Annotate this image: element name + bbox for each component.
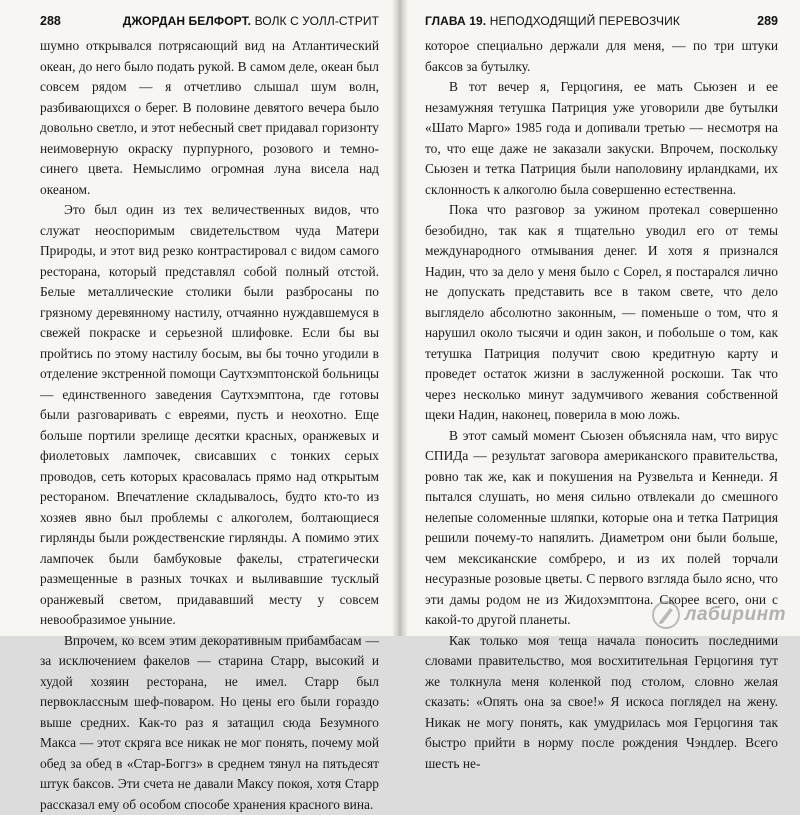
left-page (0, 0, 395, 636)
watermark-text: лабиринт (685, 604, 786, 626)
right-header-title (425, 14, 680, 28)
left-running-head (40, 14, 379, 28)
right-page-text (425, 36, 778, 774)
paragraph: которое специально держали для меня, — по три штуки баксов за бутылку. (425, 36, 778, 77)
page-number-left: 288 (40, 14, 61, 28)
right-running-head (425, 14, 778, 28)
paragraph: Это был один из тех величественных видов, что служат неоспоримым свидетельством чуда Матери Природы, и этот вид резко контрастировал с видом самого ресторана, который представлял собой полный отстой. Белые металлические столики были разбросаны по грязному деревянному настилу, отчаянно нуждавшемуся в свежей покраске и серьезной шлифовке. Если бы вы пройтись по этому настилу босым, вы бы точно угодили в отделение экстренной помощи Саутхэмптонской больницы — единственного заведения Саутхэмптона, где готовы были разговаривать с евреями, пусть и неохотно. Еще больше портили зрелище десятки красных, оранжевых и фиолетовых лампочек, свисавших с тонких серых проводов, сеть которых красовалась прямо над открытым рестораном. Впечатление складывалось, будто кто-то из хозяев явно был проблемы с алкоголем, болтающиеся гирлянды были рождественские гирлянды. А помимо этих лампочек были бамбуковые факелы, стратегически размещенные в разных точках и выливавшие тусклый оранжевый светом, придававший месту у совсем невообразимое уныние. (40, 200, 379, 631)
header-chapter: ГЛАВА 19. (425, 14, 486, 28)
header-book-title: ВОЛК С УОЛЛ-СТРИТ (255, 14, 379, 28)
right-page (405, 0, 800, 636)
pencil-icon (651, 600, 681, 630)
header-chapter-title: НЕПОДХОДЯЩИЙ ПЕРЕВОЗЧИК (490, 14, 680, 28)
left-page-text (40, 36, 379, 815)
paragraph: Пока что разговор за ужином протекал совершенно безобидно, так как я тщательно уводил его от темы международного отмывания денег. И хотя я признался Надин, что за дело у меня было с Сорел, я постарался лично не допускать представить все в таком свете, что дело выглядело абсолютно законным, — поменьше о том, что я нарушил около тысячи и один закон, и побольше о том, как тетушка Патриция получит свою кредитную карту и проведет остаток жизни в заслуженной роскоши. Так что через несколько минут задумчивого жевания собственной щеки Надин, наконец, поверила в мою ложь. (425, 200, 778, 426)
header-author: ДЖОРДАН БЕЛФОРТ. (123, 14, 251, 28)
left-header-title (123, 14, 379, 28)
paragraph: шумно открывался потрясающий вид на Атлантический океан, до него было подать рукой. В самом деле, океан был совсем рядом — я отчетливо слышал шум волн, разбивающихся о берег. В половине девятого вечера было довольно светло, и этот небесный свет придавал горизонту неимоверную окраску пурпурного, розового и темно-синего цвета. Немыслимо огромная луна висела над океаном. (40, 36, 379, 200)
paragraph: Впрочем, ко всем этим декоративным прибамбасам — за исключением факелов — старина Старр, высокий и худой хозяин ресторана, не имел. Старр был первоклассным шеф-поваром. Но цены его были гораздо выше средних. Как-то раз я затащил сюда Безумного Макса — этот скряга все никак не мог понять, почему мой обед за обед в «Стар-Боггз» в среднем тянул на пятьдесят штук баксов. Эти счета не давали Максу покоя, хотя Старр рассказал ему об особом способе хранения красного вина. (40, 631, 379, 815)
page-number-right: 289 (757, 14, 778, 28)
paragraph: Как только моя теща начала поносить последними словами правительство, моя восхитительная Герцогиня тут же толкнула меня коленкой под столом, словно желая сказать: «Опять она за свое!» Я искоса поглядел на жену. Никак не могу понять, как умудрилась моя Герцогиня так быстро прийти в норму после рождения Чэндлер. Всего шесть не- (425, 631, 778, 775)
labirint-watermark (651, 600, 786, 630)
paragraph: В тот вечер я, Герцогиня, ее мать Сьюзен и ее незамужняя тетушка Патриция уже уговорили две бутылки «Шато Марго» 1985 года и допивали третью — несмотря на то, что еще даже не заказали закуски. Впрочем, поскольку Сьюзен и тетка Патриция были наполовину ирландками, их склонность к алкоголю была совершенно естественна. (425, 77, 778, 200)
paragraph: В этот самый момент Сьюзен объясняла нам, что вирус СПИДа — результат заговора американского правительства, ровно так же, как и покушения на Рузвельта и Кеннеди. Я пытался слушать, но меня сильно отвлекали до смешного нелепые соломенные шляпки, которые она и тетка Патриция решили почему-то напялить. Диаметром они были больше, чем мексиканские сомбреро, и из их полей торчали несуразные розовые цветы. С первого взгляда было ясно, что эти дамы родом не из Жидохэмптона. Скорее всего, они с какой-то другой планеты. (425, 426, 778, 631)
